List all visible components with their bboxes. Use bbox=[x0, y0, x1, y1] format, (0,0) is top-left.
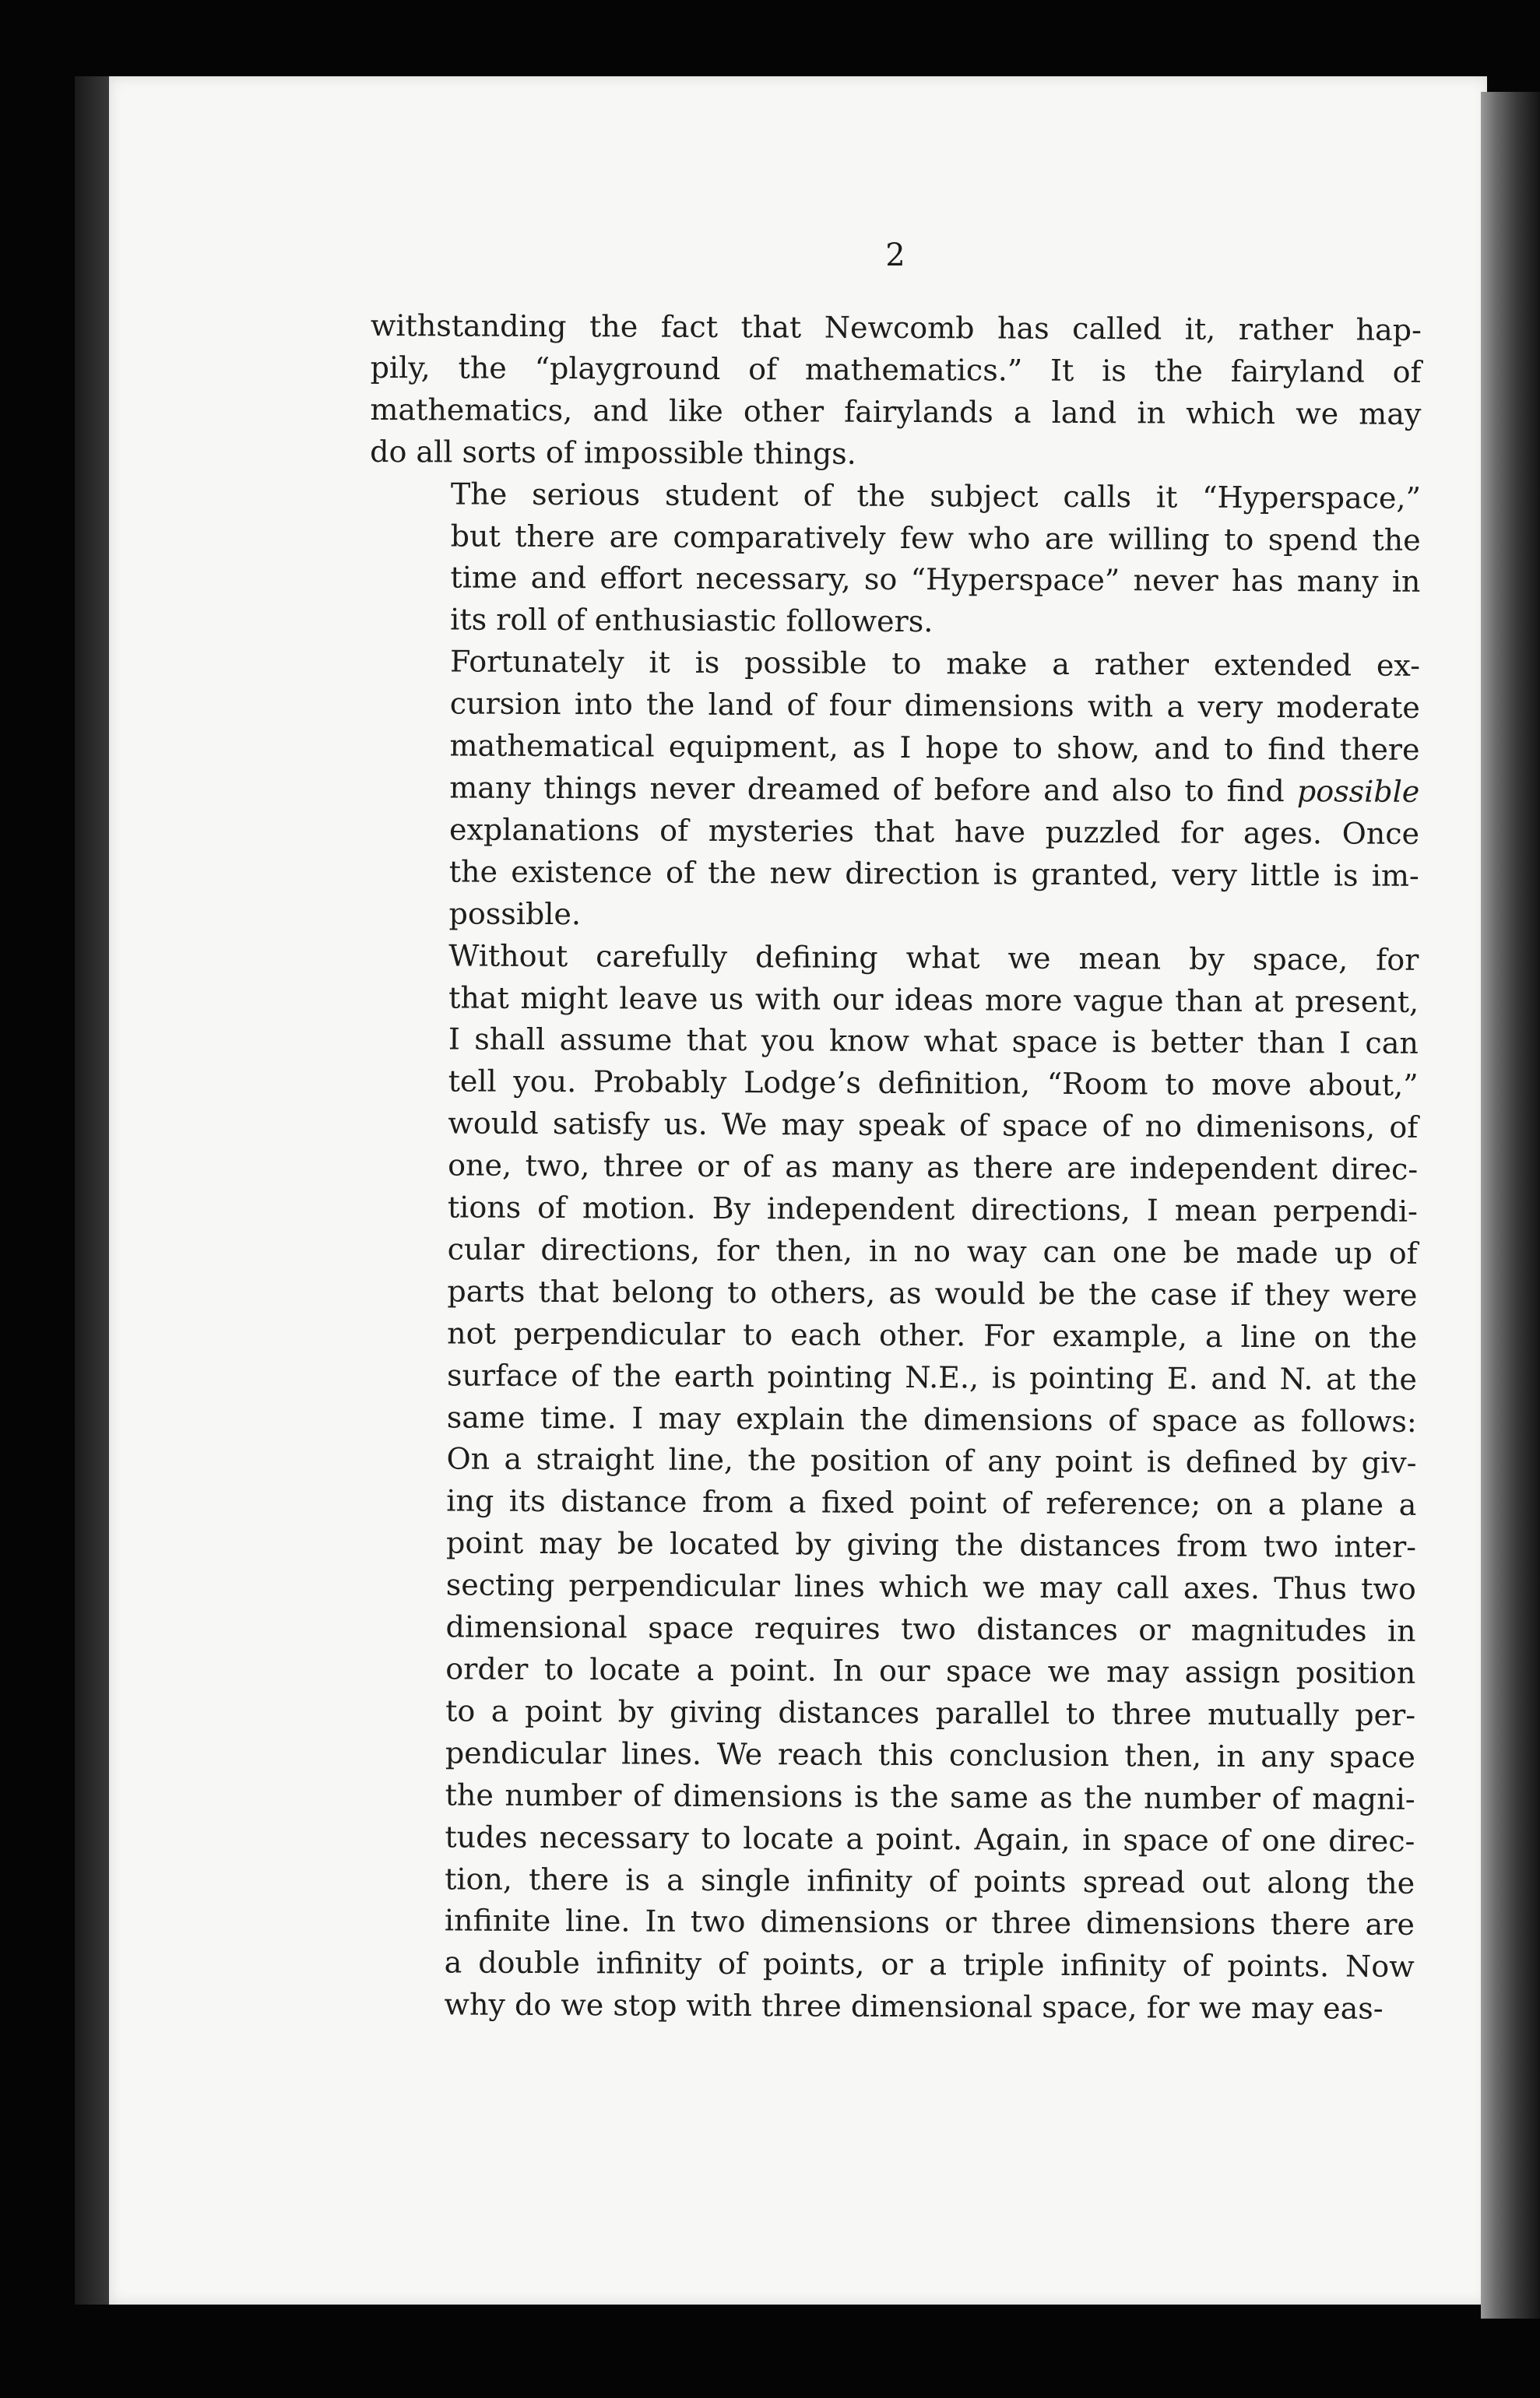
text-line: tell you. Probably Lodge’s definition, “Room to move about,” bbox=[448, 1064, 1419, 1103]
italic-word: possible bbox=[1296, 774, 1420, 809]
text-line: the existence of the new direction is granted, very little is im- bbox=[448, 854, 1419, 893]
text-line: mathematics, and like other fairylands a land in which we may bbox=[370, 392, 1422, 431]
text-line: pendicular lines. We reach this conclusion then, in any space bbox=[445, 1735, 1415, 1774]
text-line: would satisfy us. We may speak of space of no dimenisons, of bbox=[448, 1106, 1419, 1145]
text-line: tions of motion. By independent directions, I mean perpendi- bbox=[447, 1190, 1419, 1229]
paragraph bbox=[369, 473, 1421, 646]
text-line: do all sorts of impossible things. bbox=[370, 434, 856, 471]
text-line: why do we stop with three dimensional space, for we may eas- bbox=[444, 1987, 1384, 2026]
text-line: Without carefully defining what we mean by space, for bbox=[448, 938, 1419, 977]
text-line: order to locate a point. In our space we may assign position bbox=[445, 1651, 1416, 1690]
text-line: tudes necessary to locate a point. Again, in space of one direc- bbox=[445, 1820, 1415, 1858]
text-line: parts that belong to others, as would be the case if they were bbox=[447, 1274, 1418, 1313]
text-line: secting perpendicular lines which we may call axes. Thus two bbox=[445, 1567, 1416, 1607]
text-line: tion, there is a single infinity of points spread out along the bbox=[445, 1861, 1415, 1900]
text-line: infinite line. In two dimensions or three dimensions there are bbox=[444, 1903, 1415, 1943]
text-line: time and effort necessary, so “Hyperspace” never has many in bbox=[450, 560, 1421, 600]
text-line: but there are comparatively few who are willing to spend the bbox=[450, 518, 1421, 557]
text-line: one, two, three or of as many as there are independent direc- bbox=[448, 1148, 1419, 1187]
text-line: withstanding the fact that Newcomb has called it, rather hap- bbox=[370, 308, 1422, 347]
text-line: dimensional space requires two distances or magnitudes in bbox=[445, 1609, 1416, 1648]
text-line: that might leave us with our ideas more vague than at present, bbox=[448, 979, 1419, 1019]
text-line: ing its distance from a fixed point of reference; on a plane a bbox=[446, 1483, 1417, 1523]
text-line: same time. I may explain the dimensions of space as follows: bbox=[446, 1400, 1417, 1439]
text-line: On a straight line, the position of any point is defined by giv- bbox=[446, 1441, 1417, 1481]
body-text bbox=[363, 305, 1422, 2031]
text-line: many things never dreamed of before and also to find possible bbox=[449, 770, 1420, 809]
text-line: cular directions, for then, in no way can one be made up of bbox=[447, 1232, 1418, 1271]
text-line: cursion into the land of four dimensions with a very moderate bbox=[449, 686, 1420, 726]
text-line: the number of dimensions is the same as the number of magni- bbox=[445, 1777, 1415, 1816]
text-line: The serious student of the subject calls it “Hyperspace,” bbox=[450, 476, 1422, 515]
text-line: explanations of mysteries that have puzzled for ages. Once bbox=[448, 812, 1420, 851]
paragraph bbox=[363, 935, 1419, 2031]
text-line: its roll of enthusiastic followers. bbox=[450, 602, 933, 639]
book-edge-shadow bbox=[1481, 92, 1540, 2319]
text-line: a double infinity of points, or a triple infinity of points. Now bbox=[444, 1945, 1415, 1985]
text-line: not perpendicular to each other. For example, a line on the bbox=[447, 1316, 1418, 1355]
text-line: point may be located by giving the distances from two inter- bbox=[445, 1525, 1417, 1565]
text-line: mathematical equipment, as I hope to show, and to find there bbox=[449, 728, 1420, 767]
page-left-shadow bbox=[75, 76, 111, 2305]
paragraph bbox=[370, 305, 1422, 478]
text-line: Fortunately it is possible to make a rather extended ex- bbox=[449, 644, 1421, 684]
text-line: to a point by giving distances parallel to three mutually per- bbox=[445, 1693, 1416, 1732]
text-line: possible. bbox=[448, 896, 582, 931]
text-line: I shall assume that you know what space is better than I can bbox=[448, 1021, 1419, 1061]
paragraph bbox=[367, 641, 1420, 939]
text-line: surface of the earth pointing N.E., is pointing E. and N. at the bbox=[446, 1358, 1418, 1397]
page-number: 2 bbox=[885, 237, 905, 273]
text-line: pily, the “playground of mathematics.” It is the fairyland of bbox=[370, 350, 1422, 389]
